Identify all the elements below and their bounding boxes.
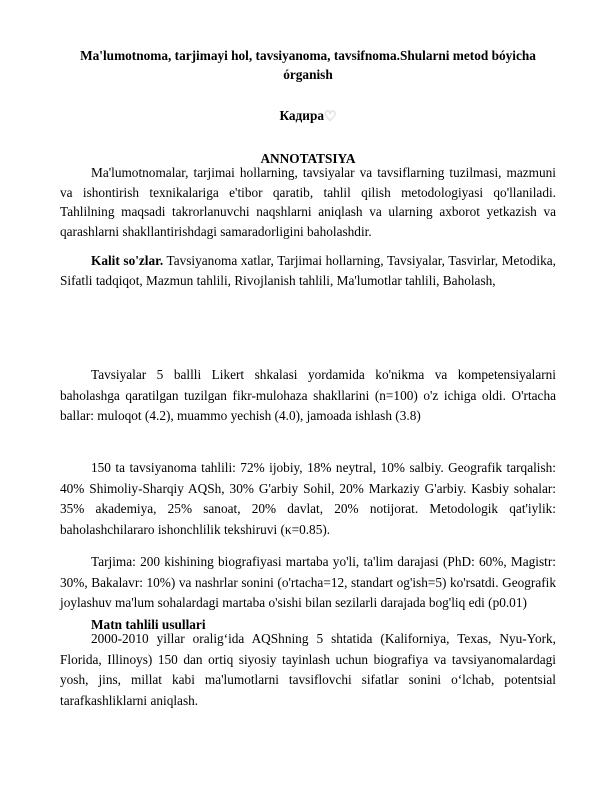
keywords-paragraph <box>60 251 556 290</box>
white-heart-icon: ♡ <box>323 110 337 125</box>
likert-paragraph: Tavsiyalar 5 ballli Likert shkalasi yordamida ko'nikma va kompetensiyalarni baholashga qaratilgan tuzilgan fikr-mulohaza shakllarini (n=100) o'z ichiga oldi. O'rtacha ballar: muloqot (4.2), muammo yechish (4.0), jamoada ishlash (3.8) <box>60 367 556 423</box>
document-title: Ma'lumotnoma, tarjimayi hol, tavsiyanoma, tavsifnoma.Shularni metod bóyicha órganish <box>80 48 536 82</box>
methods-paragraph: 2000-2010 yillar oralig‘ida AQShning 5 shtatida (Kaliforniya, Texas, Nyu-York, Florida, Illinoys) 150 dan ortiq siyosiy tayinlash uchun biografiya va tavsiyanomalardagi yosh, jins, millat kabi ma'lumotlarni tavsiflovchi sifatlar sonini o‘lchab, potentsial tarafkashliklarni aniqlash. <box>60 631 556 708</box>
keywords-text: Tavsiyanoma xatlar, Tarjimai hollarning, Tavsiyalar, Tasvirlar, Metodika, Sifatli tadqiqot, Mazmun tahlili, Rivojlanish tahlili, Ma'lumotlar tahlili, Baholash, <box>60 253 556 288</box>
abstract-heading: ANNOTATSIYA <box>260 151 356 166</box>
biography-paragraph: Tarjima: 200 kishining biografiyasi martaba yo'li, ta'lim darajasi (PhD: 60%, Magistr: 30%, Bakalavr: 10%) va nashrlar sonini (o'rtacha=12, standart og'ish=5) ko'rsatdi. Geografik joylashuv ma'lum sohalardagi martaba o'sishi bilan sezilarli darajada bog'liq edi (p0.01) <box>60 554 556 610</box>
keywords-label: Kalit so'zlar. <box>91 253 164 268</box>
author-name: Кадира <box>279 108 324 123</box>
methods-heading: Matn tahlili usullari <box>91 617 206 632</box>
author-line <box>60 106 556 125</box>
survey-paragraph: 150 ta tavsiyanoma tahlili: 72% ijobiy, 18% neytral, 10% salbiy. Geografik tarqalish: 40% Shimoliy-Sharqiy AQSh, 30% G'arbiy Sohil, 20% Markaziy G'arbiy. Kasbiy sohalar: 35% akademiya, 25% sanoat, 20% davlat, 20% notijorat. Metodologik qat'iylik: baholashchilararo ishonchlilik tekshiruvi (κ=0.85). <box>60 460 556 537</box>
abstract-paragraph: Ma'lumotnomalar, tarjimai hollarning, tavsiyalar va tavsiflarning tuzilmasi, mazmuni va ishontirish texnikalariga e'tibor qaratib, tahlil qilish metodologiyasi qo'llaniladi. Tahlilning maqsadi takrorlanuvchi naqshlarni aniqlash va ularning axborot yetkazish va qarashlarni shakllantirishdagi samaradorligini baholashdir. <box>60 165 556 239</box>
